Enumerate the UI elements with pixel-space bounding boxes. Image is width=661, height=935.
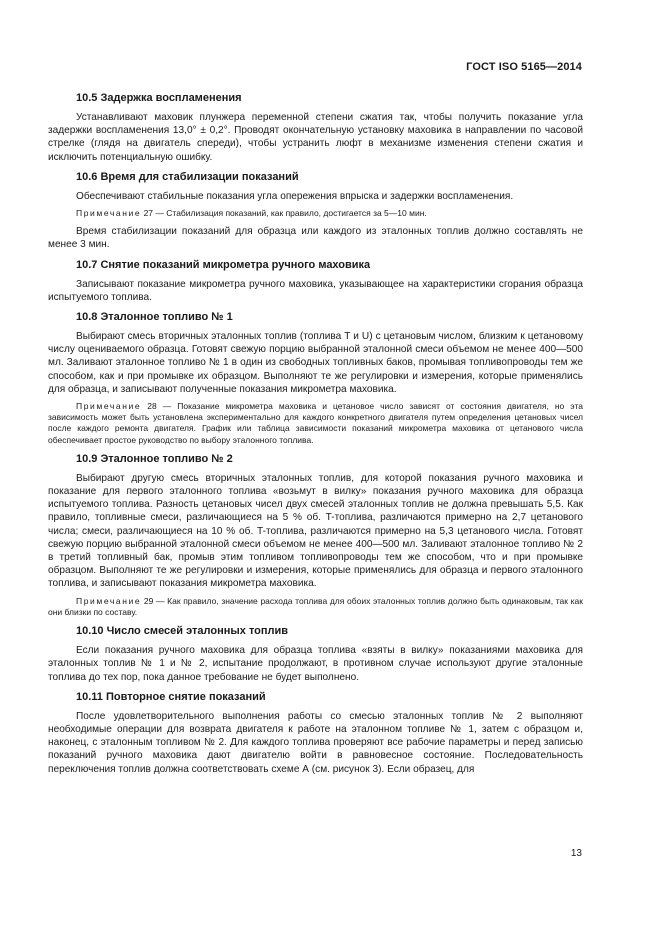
body-paragraph: Выбирают смесь вторичных эталонных топлив (топлива T и U) с цетановым числом, близким к цетановому числу оцениваемого образца. Готовят свежую порцию выбранной эталонной смеси объемом не менее 400—500 мл. Заливают эталонное топливо № 1 в один из свободных топливных баков, промывая топливопроводы тем же способом, как и при промывке их образцом. Выполняют те же регулировки и измерения, которые применялись для образца, и записывают полученные показания микрометра маховика. (48, 331, 583, 395)
section (48, 259, 583, 304)
body-paragraph: Выбирают другую смесь вторичных эталонных топлив, для которой показания ручного маховика и показание для первого эталонного топлива «возьмут в вилку» показания ручного маховика для образца испытуемого топлива. Разность цетановых чисел двух смесей эталонных топлив не должна превышать 5,5. Как правило, топливные смеси, различающиеся на 5 % об. T-топлива, различаются примерно на 2,7 цетанового числа; смеси, различающиеся на 10 % об. T-топлива, различаются примерно на 5,3 цетанового числа. Готовят свежую порцию выбранной эталонной смеси объемом не менее 400—500 мл. Заливают эталонное топливо № 2 в третий топливный бак, промыв этим топливом топливопроводы тем же способом, что и при промывке образцом. Выполняют те же регулировки и измерения, которые применялись для образца и первого эталонного топлива, и записывают показания микрометра маховика. (48, 472, 583, 590)
body-paragraph: Устанавливают маховик плунжера переменной степени сжатия так, чтобы получить показание угла задержки воспламенения 13,0° ± 0,2°. Проводят окончательную установку маховика в направлении по часовой стрелке (глядя на двигатель спереди), чтобы устранить люфт в механизме изменения степени сжатия и исключить потенциальную ошибку. (48, 112, 583, 163)
section (48, 625, 583, 684)
section-heading: 10.5 Задержка воспламенения (76, 92, 242, 104)
section (48, 691, 583, 776)
note-label: Примечание (76, 595, 142, 606)
section-heading: 10.10 Число смесей эталонных топлив (76, 625, 289, 638)
section (48, 171, 583, 252)
document-body (48, 92, 583, 783)
section (48, 311, 583, 446)
section (48, 92, 583, 164)
note-text: 27 — Стабилизация показаний, как правило, достигается за 5—10 мин. (143, 208, 427, 219)
note-paragraph (48, 208, 583, 219)
section-heading: 10.8 Эталонное топливо № 1 (76, 311, 233, 324)
section (48, 453, 583, 618)
note-label: Примечание (76, 401, 142, 412)
note-paragraph (48, 596, 583, 618)
section-heading: 10.11 Повторное снятие показаний (76, 690, 266, 703)
body-paragraph: Если показания ручного маховика для образца топлива «взяты в вилку» показаниями маховика для эталонных топлив № 1 и № 2, испытание продолжают, в противном случае используют другие эталонные топлива до тех пор, пока данное требование не будет выполнено. (48, 645, 583, 683)
document-header: ГОСТ ISO 5165—2014 (466, 61, 582, 73)
body-paragraph: Время стабилизации показаний для образца или каждого из эталонных топлив должно составлять не менее 3 мин. (48, 226, 583, 251)
section-heading: 10.6 Время для стабилизации показаний (76, 170, 299, 183)
note-label: Примечание (76, 208, 142, 219)
section-heading: 10.9 Эталонное топливо № 2 (76, 452, 233, 465)
section-heading: 10.7 Снятие показаний микрометра ручного маховика (76, 258, 371, 271)
note-text: 28 — Показание микрометра маховика и цетановое число зависят от состояния двигателя, но эта зависимость может быть установлена экспериментально для каждого конкретного двигателя путем определения цетановых чисел после каждого ремонта двигателя. График или таблица зависимости показаний микрометра маховика от цетанового числа обеспечивает простое руководство по выбору эталонного топлива. (48, 401, 583, 445)
note-text: 29 — Как правило, значение расхода топлива для обоих эталонных топлив должно быть одинаковым, так как они близки по составу. (48, 595, 583, 617)
note-paragraph (48, 401, 583, 446)
body-paragraph: После удовлетворительного выполнения работы со смесью эталонных топлив № 2 выполняют необходимые операции для возврата двигателя к работе на эталонном топливе № 1, затем с образцом и, наконец, с эталонным топливом № 2. Для каждого топлива проверяют все рабочие параметры и перед записью показаний ручного маховика дают двигателю войти в равновесное состояние. Последовательность переключения топлив должна соответствовать схеме А (см. рисунок 3). Если образец, для (48, 710, 583, 775)
page-number: 13 (570, 848, 582, 859)
body-paragraph: Записывают показание микрометра ручного маховика, указывающее на характеристики сгорания образца испытуемого топлива. (48, 278, 583, 303)
body-paragraph: Обеспечивают стабильные показания угла опережения впрыска и задержки воспламенения. (76, 190, 514, 202)
